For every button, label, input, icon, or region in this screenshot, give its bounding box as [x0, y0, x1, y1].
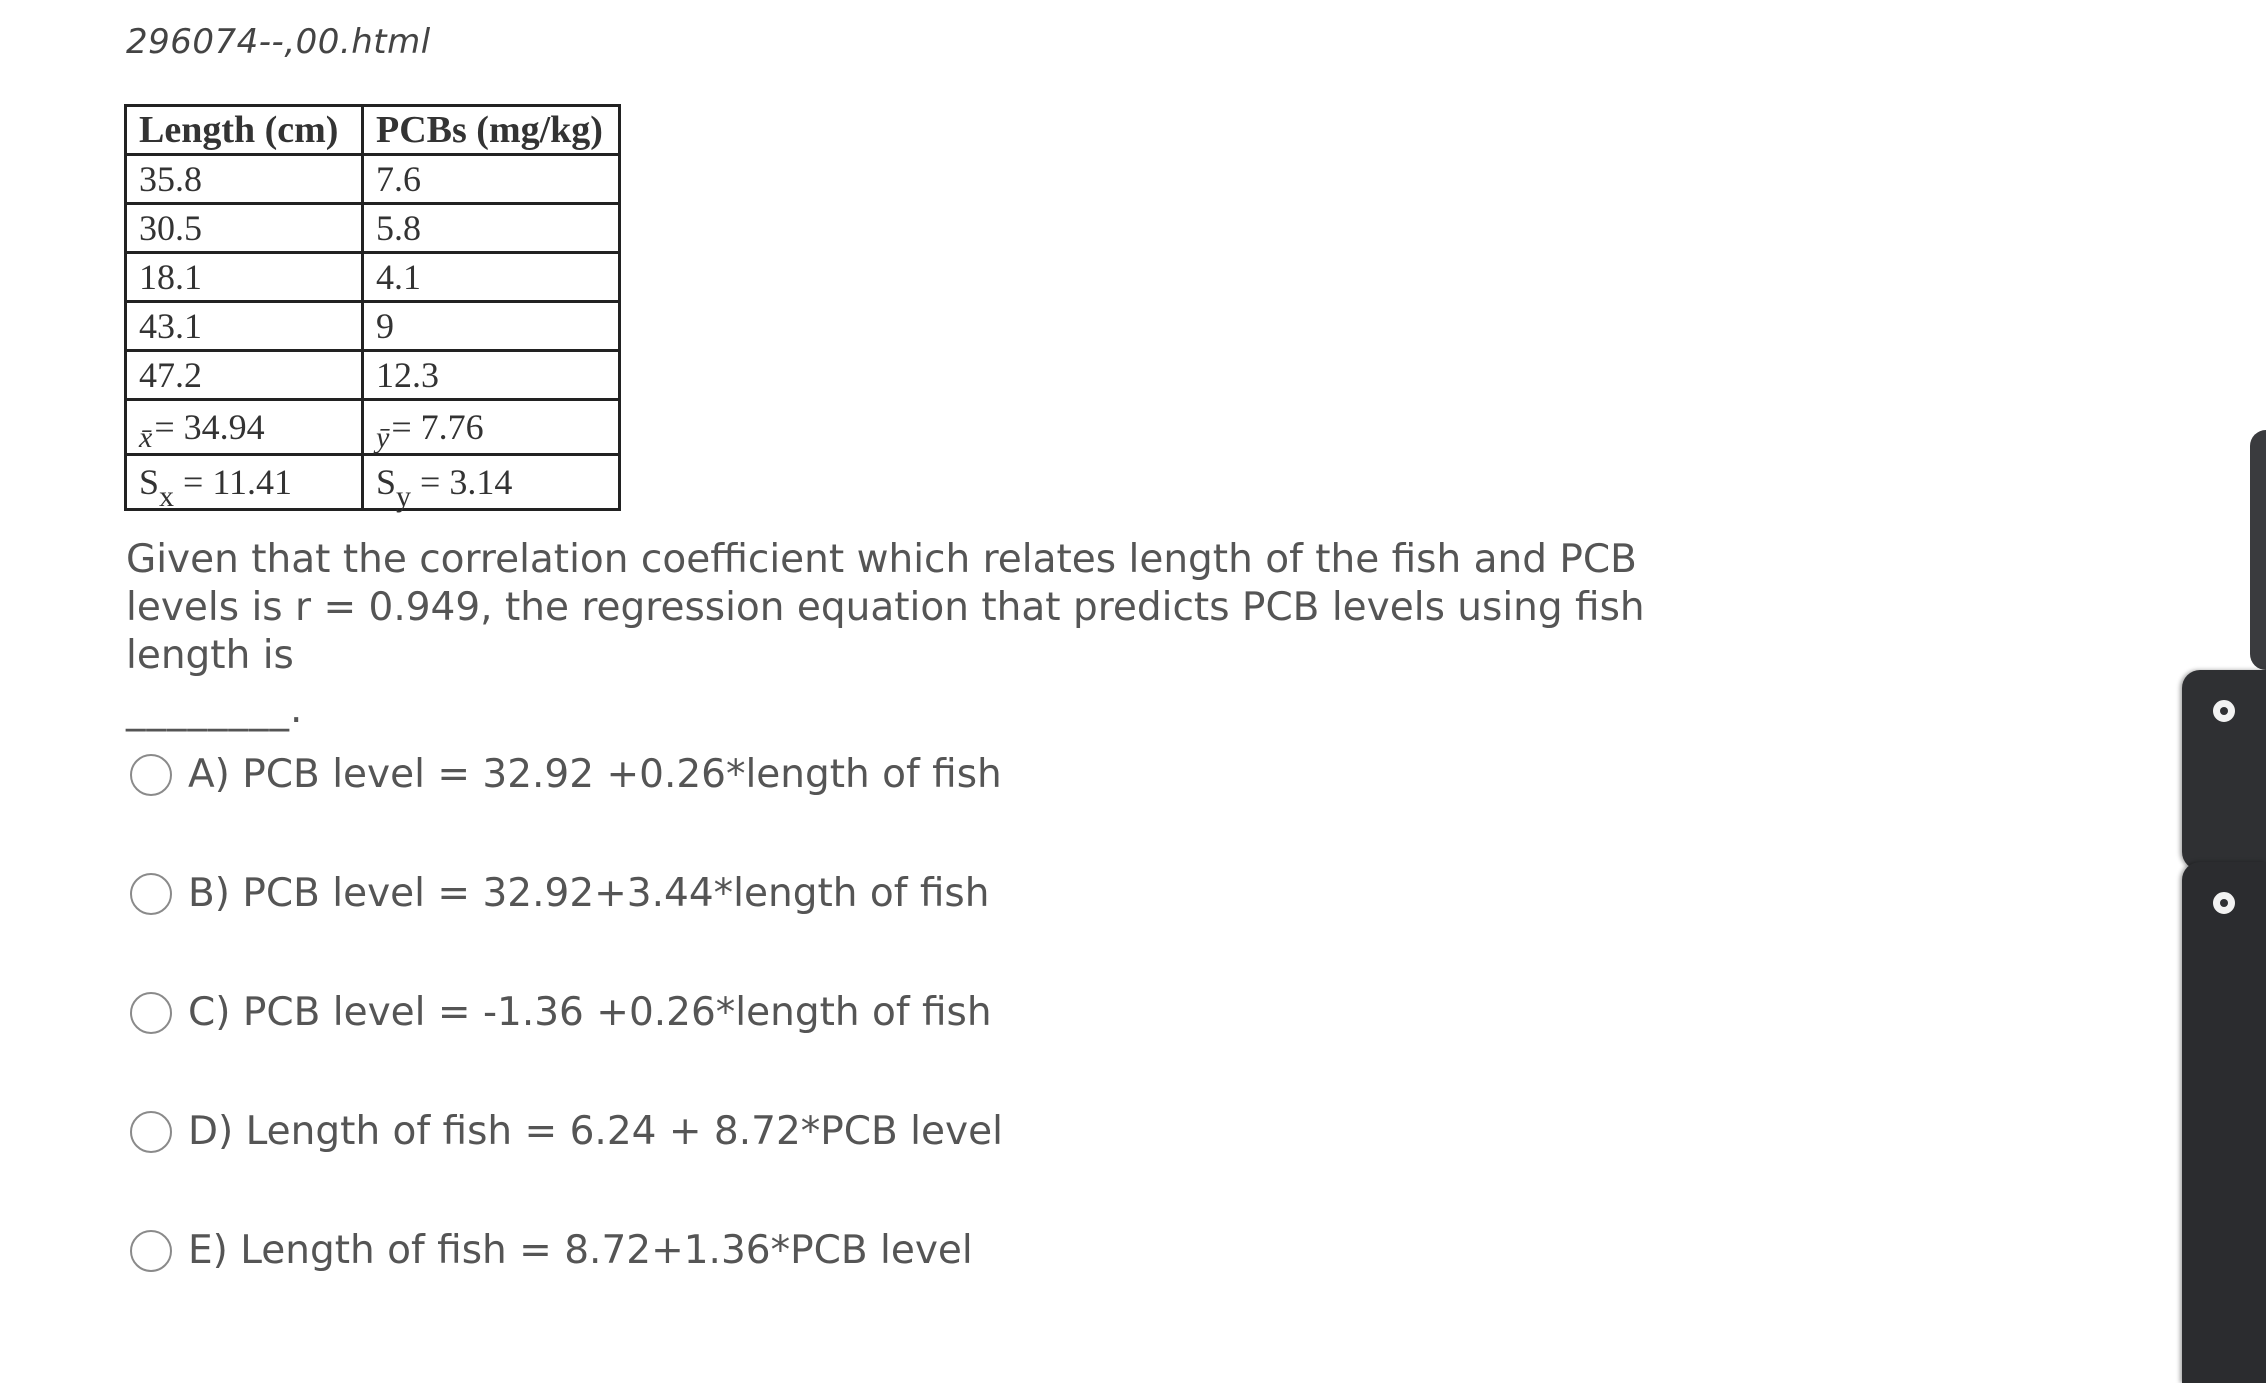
answer-blank: ________.	[126, 687, 304, 732]
question-body: Given that the correlation coefficient which relates length of the fish and PCB levels is r = 0.949, the regression equation that predicts PCB levels using fish length is	[126, 537, 1645, 678]
sd-y-subscript: y	[396, 480, 412, 513]
header-pcbs: PCBs (mg/kg)	[363, 106, 620, 155]
radio-option-e[interactable]	[130, 1230, 172, 1272]
option-d-label: D) Length of fish = 6.24 + 8.72*PCB level	[188, 1109, 1003, 1154]
option-c-label: C) PCB level = -1.36 +0.26*length of fish	[188, 990, 992, 1035]
side-panel-tab-1[interactable]	[2182, 670, 2266, 870]
sd-x-symbol: S	[139, 462, 160, 502]
sd-x-subscript: x	[159, 480, 175, 513]
cell-length: 18.1	[126, 253, 363, 302]
cell-length: 30.5	[126, 204, 363, 253]
cell-pcbs: 7.6	[363, 155, 620, 204]
sd-row	[126, 455, 620, 510]
option-b-label: B) PCB level = 32.92+3.44*length of fish	[188, 871, 990, 916]
table-row	[126, 302, 620, 351]
option-b[interactable]	[130, 871, 989, 916]
radio-option-a[interactable]	[130, 754, 172, 796]
table-row	[126, 155, 620, 204]
question-text	[126, 536, 1666, 734]
url-fragment: 296074--,00.html	[126, 22, 431, 62]
sd-y-value: = 3.14	[411, 462, 513, 502]
data-table	[124, 104, 621, 511]
radio-option-b[interactable]	[130, 873, 172, 915]
sd-y-symbol: S	[376, 462, 397, 502]
mean-x-value: = 34.94	[154, 407, 265, 447]
cell-length: 47.2	[126, 351, 363, 400]
cell-length: 35.8	[126, 155, 363, 204]
table-row	[126, 351, 620, 400]
side-panel-edge	[2250, 430, 2266, 670]
option-e-label: E) Length of fish = 8.72+1.36*PCB level	[188, 1228, 973, 1273]
option-d[interactable]	[130, 1109, 1003, 1154]
side-panel-tab-2[interactable]	[2182, 862, 2266, 1383]
sd-y-cell	[363, 455, 620, 513]
cell-pcbs: 12.3	[363, 351, 620, 400]
y-bar-symbol: ȳ	[376, 421, 390, 454]
mean-x-cell	[126, 400, 363, 455]
mean-y-cell	[363, 400, 620, 455]
x-bar-symbol: x̄	[139, 421, 153, 454]
sd-x-cell	[126, 455, 363, 513]
cell-pcbs: 4.1	[363, 253, 620, 302]
option-c[interactable]	[130, 990, 992, 1035]
table-row	[126, 204, 620, 253]
cell-pcbs: 5.8	[363, 204, 620, 253]
mean-row	[126, 400, 620, 455]
cell-length: 43.1	[126, 302, 363, 351]
option-a[interactable]	[130, 752, 1002, 797]
sd-x-value: = 11.41	[174, 462, 292, 502]
option-e[interactable]	[130, 1228, 973, 1273]
header-length: Length (cm)	[126, 106, 363, 155]
table-header-row	[126, 106, 620, 155]
circle-dot-icon[interactable]	[2213, 892, 2235, 914]
option-a-label: A) PCB level = 32.92 +0.26*length of fish	[188, 752, 1002, 797]
cell-pcbs: 9	[363, 302, 620, 351]
mean-y-value: = 7.76	[391, 407, 484, 447]
radio-option-d[interactable]	[130, 1111, 172, 1153]
circle-dot-icon[interactable]	[2213, 700, 2235, 722]
radio-option-c[interactable]	[130, 992, 172, 1034]
table-row	[126, 253, 620, 302]
